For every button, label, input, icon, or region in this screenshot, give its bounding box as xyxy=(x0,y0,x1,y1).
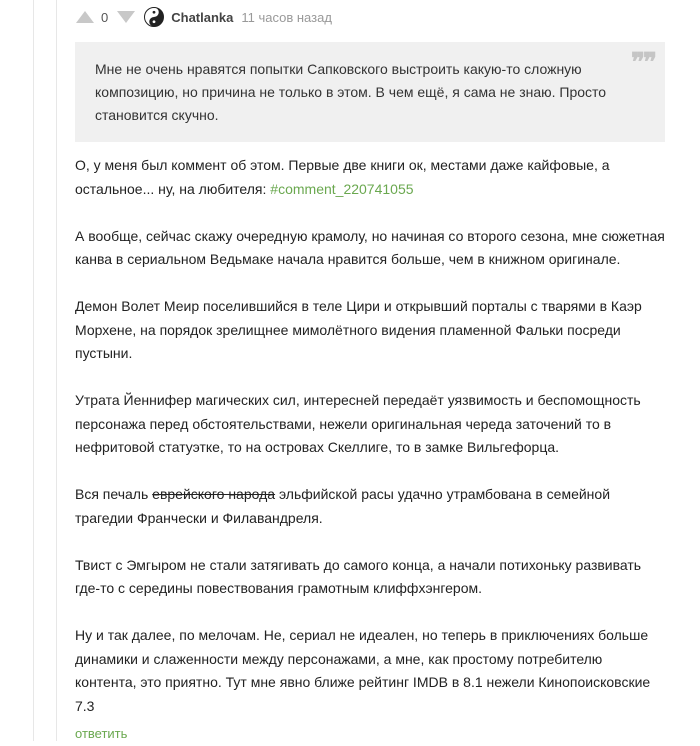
paragraph: Твист с Эмгыром не стали затягивать до самого конца, а начали потихоньку развивать где-то с середины повествования грамотным клиффхэнгером. xyxy=(75,556,642,596)
thread-line xyxy=(56,0,57,741)
paragraph xyxy=(75,154,665,201)
comment xyxy=(75,0,665,746)
author-name[interactable]: Chatlanka xyxy=(171,9,234,25)
paragraph: Ну и так далее, по мелочам. Не, сериал не идеален, но теперь в приключениях больше динамики и слаженности между персонажами, а мне, как простому потребителю контента, это приятно. Тут мне явно ближе рейтинг IMDB в 8.1 нежели Кинопоисковские 7.3 xyxy=(75,627,651,714)
comment-time: 11 часов назад xyxy=(241,9,332,25)
paragraph: Утрата Йеннифер магических сил, интересней передаёт уязвимость и беспомощность персонажа перед обстоятельствами, нежели оригинальная череда заточений то в нефритовой статуэтке, то на островах Скеллиге, то в замке Вильгефорца. xyxy=(75,392,641,455)
paragraph-text: эльфийской расы удачно утрамбована в семейной трагедии Франчески и Филавандреля. xyxy=(75,486,611,526)
avatar[interactable] xyxy=(144,7,164,27)
quote-icon: ❞❞ xyxy=(631,48,655,78)
comment-body xyxy=(75,154,665,746)
thread-line xyxy=(33,0,34,741)
comment-header xyxy=(75,0,665,34)
strikethrough-text: еврейского народа xyxy=(152,486,276,502)
paragraph-text: Вся печаль xyxy=(75,486,153,502)
paragraph xyxy=(75,483,665,530)
paragraph-text: О, у меня был коммент об этом. Первые две книги ок, местами даже кайфовые, а остальное... ну, на любителя: xyxy=(75,157,610,197)
quote-block xyxy=(75,42,665,142)
paragraph: Демон Волет Меир поселившийся в теле Цири и открывший порталы с тварями в Каэр Морхене, на порядок зрелищнее мимолётного видения пламенной Фальки посреди пустыни. xyxy=(75,298,642,361)
vote-count: 0 xyxy=(101,9,109,25)
paragraph: А вообще, сейчас скажу очередную крамолу, но начиная со второго сезона, мне сюжетная канва в сериальном Ведьмаке начала нравится больше, чем в книжном оригинале. xyxy=(75,227,665,267)
quote-text: Мне не очень нравятся попытки Сапковского выстроить какую-то сложную композицию, но причина не только в этом. В чем ещё, я сама не знаю. Просто становится скучно. xyxy=(95,61,607,123)
upvote-icon[interactable] xyxy=(75,7,95,27)
comment-link[interactable]: #comment_220741055 xyxy=(270,180,414,197)
vote-controls xyxy=(75,7,136,27)
reply-button[interactable]: ответить xyxy=(75,726,128,741)
downvote-icon[interactable] xyxy=(116,7,136,27)
